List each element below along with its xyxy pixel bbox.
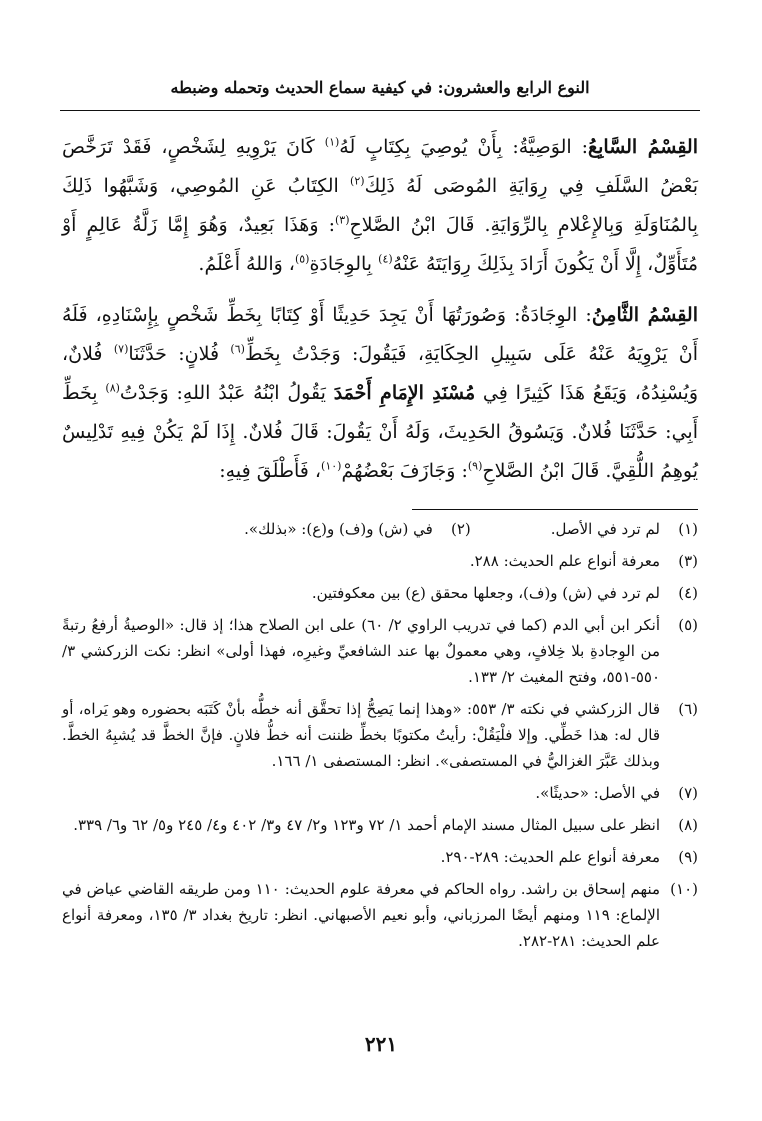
footnote-text: معرفة أنواع علم الحديث: ٢٨٨.: [469, 552, 660, 570]
body-text: فُلانٌ، وَيُسْنِدُهُ، وَيَقَعُ هَذَا كَثِيرًا فِي: [62, 343, 698, 404]
footnote: [62, 548, 698, 574]
footnote: [62, 580, 698, 606]
footnote-text: لم ترد في (ش) و(ف)، وجعلها محقق (ع) بين معكوفتين.: [311, 584, 660, 602]
footnote-ref: (٢): [350, 174, 365, 188]
page-number: ٢٢١: [364, 1032, 398, 1056]
section-heading: القِسْمُ الثَّامِنُ: [591, 304, 698, 326]
footnote-text: في (ش) و(ف) و(ع): «بذلك».: [244, 520, 433, 538]
footnote-text: منهم إسحاق بن راشد. رواه الحاكم في معرفة علوم الحديث: ١١٠ ومن طريقه القاضي عياض في الإلماع: ١١٩ ومنهم أيضًا المرزباني، وأبو نعيم الأصبهاني. انظر: تاريخ بغداد ٣/ ١٣٥، ومعرفة أنواع علم الحديث: ٢٨١-٢٨٢.: [62, 880, 661, 950]
footnote-number: (٩): [678, 848, 698, 866]
footnote-ref: (١٠): [321, 459, 342, 473]
body-text: : الوَصِيَّةُ: بِأَنْ يُوصِيَ بِكِتَابٍ لَهُ: [339, 136, 588, 158]
footnote-number: (٥): [678, 616, 698, 634]
body-text: ، وَاللهُ أَعْلَمُ.: [198, 253, 295, 275]
footnote-text: قال الزركشي في نكته ٣/ ٥٥٣: «وهذا إنما يَصِحُّ إذا تحقَّق أنه خطُّه بأنْ كَتَبَه بحضوره وهو يَراه، أو قال له: هذا خَطِّي. وإلا فلْيَقُلْ: رأيتُ مكتوبًا بخطِّ ظننت أنه خطُّ فلانٍ. فإنَّ الخطَّ قد يُشبِهُ الخطَّ. وبذلك عَبَّرَ الغزاليُّ في المستصفى». انظر: المستصفى ١/ ١٦٦.: [62, 700, 660, 770]
footnote: [62, 696, 698, 774]
footnote: [62, 812, 698, 838]
footnote-text: لم ترد في الأصل.: [550, 520, 660, 538]
main-text: [62, 128, 698, 491]
footnote-number: (٣): [678, 552, 698, 570]
footnote-number: (٧): [678, 784, 698, 802]
footnote-text: في الأصل: «حديثًا».: [535, 784, 660, 802]
footnotes: [62, 516, 698, 960]
footnote-number: (١): [678, 520, 698, 538]
section-body: [62, 304, 698, 482]
footnote-number: (٦): [678, 700, 698, 718]
section-heading: القِسْمُ السَّابِعُ: [588, 136, 698, 158]
footnote-row: [62, 516, 698, 548]
footnote-text: أنكر ابن أبي الدم (كما في تدريب الراوي ٢/ ٦٠) على ابن الصلاح هذا؛ إذ قال: «الوصيةُ أرفعُ رتبةً من الوِجادةِ بلا خِلافٍ، وهي معمولٌ بها عند الشافعيِّ وغيرِه، فهذا أولى» انظر: نكت الزركشي ٣/ ٥٥٠-٥٥١، وفتح المغيث ٢/ ١٣٣.: [62, 616, 661, 686]
body-text: فُلانٍ: حَدَّثَنَا: [128, 343, 231, 365]
section-paragraph: [62, 128, 698, 284]
footnote-ref: (٩): [467, 459, 483, 473]
body-text: بِخَطِّ أَبِي: حَدَّثَنَا فُلانٌ. وَيَسُوقُ الحَدِيثَ، وَلَهُ أَنْ يَقُولَ: قَالَ فُلانٌ. إِذَا لَمْ يَكُنْ فِيهِ تَدْلِيسٌ يُوهِمُ اللُّقِيَّ. قَالَ ابْنُ الصَّلاحِ: [62, 382, 698, 482]
body-text: كَانَ يَرْوِيهِ لِشَخْصٍ، فَقَدْ تَرَخَّصَ بَعْضُ السَّلَفِ فِي رِوَايَةِ المُوصَى لَهُ ذَلِكَ: [62, 136, 698, 197]
footnote-ref: (٧): [113, 342, 129, 356]
body-text: : وَجَازَفَ بَعْضُهُمْ: [341, 460, 468, 482]
running-header: النوع الرابع والعشرون: في كيفية سماع الحديث وتحمله وضبطه: [170, 78, 590, 97]
header-rule: [60, 110, 700, 111]
book-title: مُسْنَدِ الإِمَامِ أَحْمَدَ: [333, 382, 476, 404]
body-text: : وَهَذَا بَعِيدٌ، وَهُوَ إِمَّا زَلَّةُ عَالِمٍ أَوْ مُتَأَوِّلٌ، إِلَّا أَنْ يَكُونَ أَرَادَ بِذَلِكَ رِوَايَتَهُ عَنْهُ: [62, 214, 698, 275]
footnote: [62, 780, 698, 806]
footnote-number: (٢): [450, 520, 471, 538]
footnote-ref: (٤): [378, 252, 393, 266]
footnote-number: (٨): [678, 816, 698, 834]
body-text: : الوِجَادَةُ: وَصُورَتُهَا أَنْ يَجِدَ حَدِيثًا أَوْ كِتَابًا بِخَطِّ شَخْصٍ بِإِسْنَادِهِ، فَلَهُ أَنْ يَرْوِيَهُ عَنْهُ عَلَى سَبِيلِ الحِكَايَةِ، فَيَقُولَ: وَجَدْتُ بِخَطِّ: [62, 304, 698, 365]
footnote: [62, 612, 698, 690]
body-text: بِالوِجَادَةِ: [309, 253, 379, 275]
footnote-rule: [412, 509, 698, 510]
footnote-ref: (٨): [105, 381, 120, 395]
footnote: [551, 516, 698, 542]
body-text: الكِتَابُ عَنِ المُوصِي، وَشَبَّهُوا ذَلِكَ بِالمُنَاوَلَةِ وَبِالإِعْلامِ بِالرِّوَايَةِ. قَالَ ابْنُ الصَّلاحِ: [62, 175, 698, 236]
section-paragraph: [62, 296, 698, 491]
footnote: [244, 516, 471, 542]
body-text: يَقُولُ ابْنُهُ عَبْدُ اللهِ: وَجَدْتُ: [119, 382, 334, 404]
footnote-ref: (٥): [294, 252, 310, 266]
footnote-ref: (٣): [334, 213, 350, 227]
footnote-text: معرفة أنواع علم الحديث: ٢٨٩-٢٩٠.: [440, 848, 660, 866]
footnote-text: انظر على سبيل المثال مسند الإمام أحمد ١/ ٧٢ و١٢٣ و٢/ ٤٧ و٣/ ٤٠٢ و٤/ ٢٤٥ و٥/ ٦٢ و٦/ ٣٣٩.: [73, 816, 660, 834]
footnote: [62, 844, 698, 870]
footnote: [62, 876, 698, 954]
footnote-number: (٤): [678, 584, 698, 602]
footnote-ref: (١): [324, 135, 340, 149]
body-text: ، فَأَطْلَقَ فِيهِ:: [219, 460, 322, 482]
footnote-number: (١٠): [670, 880, 698, 898]
footnote-ref: (٦): [230, 342, 245, 356]
